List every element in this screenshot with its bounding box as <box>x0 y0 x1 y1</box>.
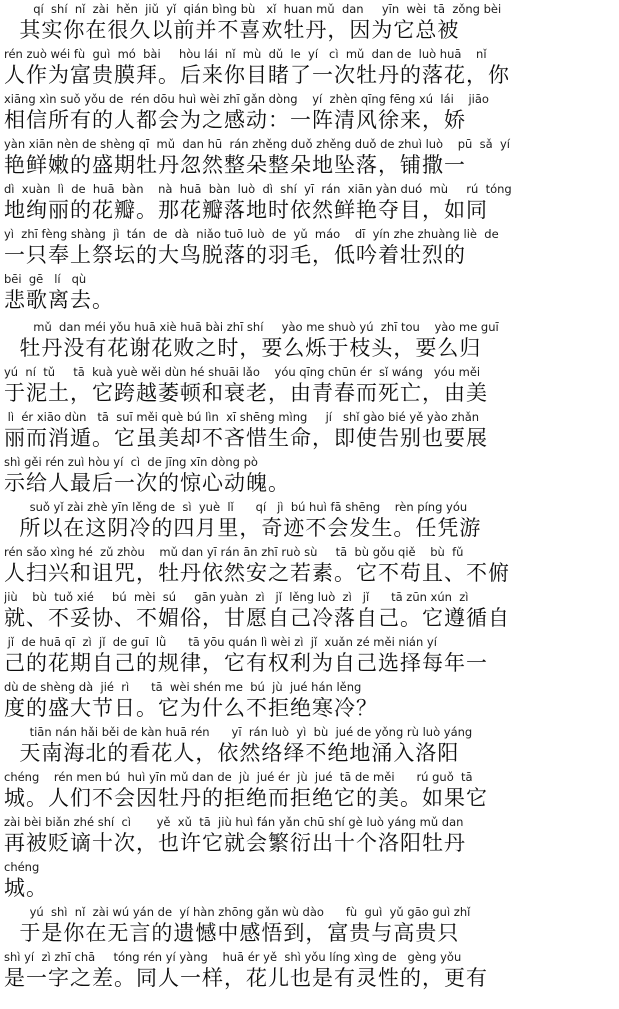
hanzi-line: 人作为富贵膜拜。后来你目睹了一次牡丹的落花，你 <box>4 63 510 87</box>
pinyin-line: yú shì nǐ zài wú yán de yí hàn zhōng gǎn wù dào fù guì yǔ gāo guì zhǐ <box>4 905 471 919</box>
hanzi-line: 相信所有的人都会为之感动：一阵清风徐来，娇 <box>4 108 466 132</box>
pinyin-line: xiāng xìn suǒ yǒu de rén dōu huì wèi zhī gǎn dòng yí zhèn qīng fēng xú lái jiāo <box>4 92 489 106</box>
hanzi-line: 城。 <box>4 876 48 900</box>
pinyin-line: tiān nán hǎi běi de kàn huā rén yī rán luò yì bù jué de yǒng rù luò yáng <box>4 725 473 739</box>
hanzi-line: 度的盛大节日。它为什么不拒绝寒冷？ <box>4 696 378 720</box>
pinyin-line: yì zhī fèng shàng jì tán de dà niǎo tuō luò de yǔ máo dī yín zhe zhuàng liè de <box>4 227 499 241</box>
hanzi-line: 己的花期自己的规律，它有权利为自己选择每年一 <box>4 651 488 675</box>
hanzi-line: 丽而消遁。它虽美却不吝惜生命，即使告别也要展 <box>4 426 488 450</box>
hanzi-line: 是一字之差。同人一样，花儿也是有灵性的，更有 <box>4 966 488 990</box>
hanzi-line: 所以在这阴冷的四月里，奇迹不会发生。任凭游 <box>4 516 482 540</box>
hanzi-line: 再被贬谪十次，也许它就会繁衍出十个洛阳牡丹 <box>4 831 466 855</box>
pinyin-line: jiù bù tuǒ xié bú mèi sú gān yuàn zì jǐ lěng luò zì jǐ tā zūn xún zì <box>4 590 469 604</box>
hanzi-line: 一只奉上祭坛的大鸟脱落的羽毛，低吟着壮烈的 <box>4 243 466 267</box>
pinyin-line: yú ní tǔ tā kuà yuè wěi dùn hé shuāi lǎo yóu qīng chūn ér sǐ wáng yóu měi <box>4 365 481 379</box>
hanzi-line: 示给人最后一次的惊心动魄。 <box>4 471 290 495</box>
hanzi-line: 悲歌离去。 <box>4 288 114 312</box>
pinyin-line: mǔ dan méi yǒu huā xiè huā bài zhī shí yào me shuò yú zhī tou yào me guī <box>4 320 499 334</box>
pinyin-line: rén sǎo xìng hé zǔ zhòu mǔ dan yī rán ān zhī ruò sù tā bù gǒu qiě bù fǔ <box>4 545 464 559</box>
pinyin-line: yàn xiān nèn de shèng qī mǔ dan hū rán zhěng duǒ zhěng duǒ de zhuì luò pū sǎ yí <box>4 137 510 151</box>
hanzi-line: 城。人们不会因牡丹的拒绝而拒绝它的美。如果它 <box>4 786 488 810</box>
hanzi-line: 牡丹没有花谢花败之时，要么烁于枝头，要么归 <box>4 336 482 360</box>
hanzi-line: 于泥土，它跨越萎顿和衰老，由青春而死亡，由美 <box>4 381 488 405</box>
pinyin-line: lì ér xiāo dùn tā suī měi què bú lìn xī shēng mìng jí shǐ gào bié yě yào zhǎn <box>4 410 480 424</box>
hanzi-line: 于是你在无言的遗憾中感悟到，富贵与高贵只 <box>4 921 460 945</box>
hanzi-line: 地绚丽的花瓣。那花瓣落地时依然鲜艳夺目，如同 <box>4 198 488 222</box>
pinyin-line: chéng <box>4 860 40 874</box>
pinyin-line: zài bèi biǎn zhé shí cì yě xǔ tā jiù huì fán yǎn chū shí gè luò yáng mǔ dan <box>4 815 464 829</box>
pinyin-line: suǒ yǐ zài zhè yīn lěng de sì yuè lǐ qí jì bú huì fā shēng rèn píng yóu <box>4 500 468 514</box>
pinyin-line: shì gěi rén zuì hòu yí cì de jīng xīn dòng pò <box>4 455 258 469</box>
pinyin-line: jǐ de huā qī zì jǐ de guī lǜ tā yōu quán lì wèi zì jǐ xuǎn zé měi nián yí <box>4 635 437 649</box>
pinyin-line: dì xuàn lì de huā bàn nà huā bàn luò dì shí yī rán xiān yàn duó mù rú tóng <box>4 182 512 196</box>
pinyin-line: qí shí nǐ zài hěn jiǔ yǐ qián bìng bù xǐ huan mǔ dan yīn wèi tā zǒng bèi <box>4 2 502 16</box>
pinyin-line: bēi gē lí qù <box>4 272 87 286</box>
hanzi-line: 天南海北的看花人，依然络绎不绝地涌入洛阳 <box>4 741 460 765</box>
pinyin-line: shì yí zì zhī chā tóng rén yí yàng huā ér yě shì yǒu líng xìng de gèng yǒu <box>4 950 462 964</box>
pinyin-line: dù de shèng dà jié rì tā wèi shén me bú jù jué hán lěng <box>4 680 362 694</box>
hanzi-line: 其实你在很久以前并不喜欢牡丹，因为它总被 <box>4 18 460 42</box>
hanzi-line: 就、不妥协、不媚俗，甘愿自己冷落自己。它遵循自 <box>4 606 510 630</box>
hanzi-line: 艳鲜嫩的盛期牡丹忽然整朵整朵地坠落，铺撒一 <box>4 153 466 177</box>
pinyin-line: chéng rén men bú huì yīn mǔ dan de jù jué ér jù jué tā de měi rú guǒ tā <box>4 770 473 784</box>
hanzi-line: 人扫兴和诅咒，牡丹依然安之若素。它不苟且、不俯 <box>4 561 510 585</box>
pinyin-line: rén zuò wéi fù guì mó bài hòu lái nǐ mù dǔ le yí cì mǔ dan de luò huā nǐ <box>4 47 487 61</box>
